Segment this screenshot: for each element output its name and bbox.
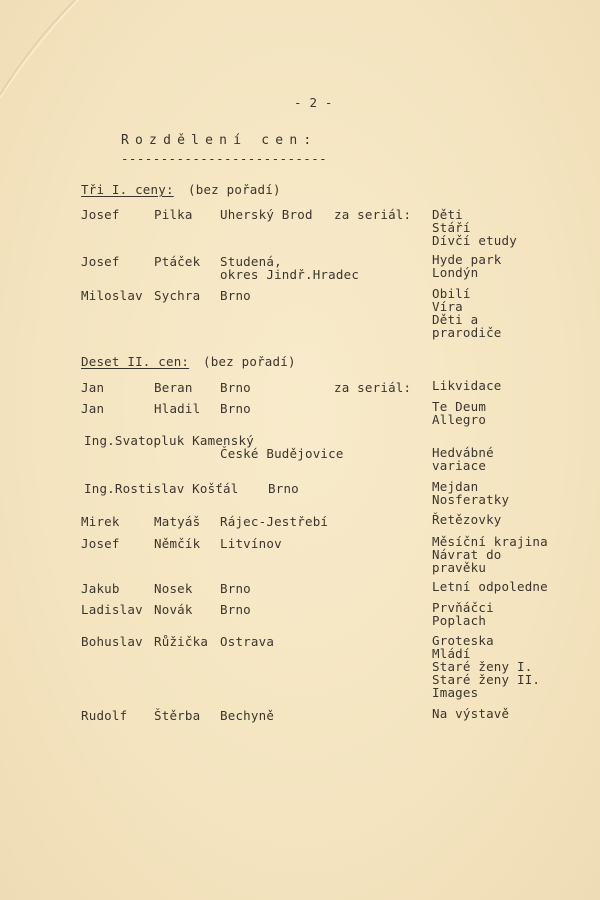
work-title: Te Deum bbox=[432, 399, 487, 414]
prize-first-name: Josef bbox=[81, 254, 120, 269]
section2-title: Deset II. cen: bbox=[81, 354, 190, 369]
work-title: Na výstavě bbox=[432, 706, 510, 721]
section1-note: (bez pořadí) bbox=[188, 182, 281, 197]
prize-first-name: Jakub bbox=[81, 581, 120, 596]
prize-last-name: Pilka bbox=[154, 207, 193, 222]
prize-place: Brno bbox=[220, 602, 251, 617]
prize-last-name: Růžička bbox=[154, 634, 209, 649]
prize-place: Rájec-Jestřebí bbox=[220, 514, 329, 529]
serial-label: za seriál: bbox=[334, 380, 412, 395]
work-title: Poplach bbox=[432, 613, 487, 628]
work-title: Letní odpoledne bbox=[432, 579, 548, 594]
prize-place: Bechyně bbox=[220, 708, 275, 723]
prize-last-name: Matyáš bbox=[154, 514, 201, 529]
work-title: Nosferatky bbox=[432, 492, 510, 507]
prize-last-name: Ptáček bbox=[154, 254, 201, 269]
work-title: Stáří bbox=[432, 220, 471, 235]
prize-last-name: Hladil bbox=[154, 401, 201, 416]
prize-place: Uherský Brod bbox=[220, 207, 313, 222]
work-title: Děti bbox=[432, 207, 463, 222]
prize-place: Litvínov bbox=[220, 536, 282, 551]
work-title: Mejdan bbox=[432, 479, 479, 494]
prize-place: Brno bbox=[220, 288, 251, 303]
prize-last-name: Sychra bbox=[154, 288, 201, 303]
prize-last-name: Němčík bbox=[154, 536, 201, 551]
prize-last-name: Nosek bbox=[154, 581, 193, 596]
section1-title: Tři I. ceny: bbox=[81, 182, 174, 197]
page-number: - 2 - bbox=[294, 95, 333, 110]
prize-place: Brno bbox=[220, 401, 251, 416]
prize-place: Brno bbox=[220, 581, 251, 596]
prize-first-name: Ladislav bbox=[81, 602, 143, 617]
prize-place: České Budějovice bbox=[220, 446, 344, 461]
prize-first-name: Jan bbox=[81, 401, 105, 416]
work-title: Allegro bbox=[432, 412, 487, 427]
prize-place: Ostrava bbox=[220, 634, 275, 649]
work-title: Images bbox=[432, 685, 479, 700]
prize-first-name: Rudolf bbox=[81, 708, 128, 723]
work-title: Děti a bbox=[432, 312, 479, 327]
prize-full-name: Ing.Rostislav Košťál bbox=[84, 481, 239, 496]
prize-first-name: Bohuslav bbox=[81, 634, 143, 649]
prize-place-detail: okres Jindř.Hradec bbox=[220, 267, 360, 282]
prize-first-name: Mirek bbox=[81, 514, 120, 529]
work-title: Staré ženy II. bbox=[432, 672, 541, 687]
prize-first-name: Josef bbox=[81, 536, 120, 551]
work-title: Likvidace bbox=[432, 378, 502, 393]
work-title: prarodiče bbox=[432, 325, 502, 340]
work-title: Obilí bbox=[432, 286, 471, 301]
work-title: Víra bbox=[432, 299, 463, 314]
work-title: Hyde park bbox=[432, 252, 502, 267]
work-title: Návrat do bbox=[432, 547, 502, 562]
heading-rule: -------------------------- bbox=[121, 151, 328, 166]
work-title: Londýn bbox=[432, 265, 479, 280]
prize-place: Brno bbox=[268, 481, 299, 496]
page-title: Rozdělení cen: bbox=[121, 133, 318, 148]
prize-first-name: Jan bbox=[81, 380, 105, 395]
work-title: Groteska bbox=[432, 633, 494, 648]
work-title: Řetězovky bbox=[432, 512, 502, 527]
prize-place: Studená, bbox=[220, 254, 282, 269]
prize-full-name: Ing.Svatopluk Kamenský bbox=[84, 433, 254, 448]
section2-note: (bez pořadí) bbox=[203, 354, 296, 369]
prize-first-name: Josef bbox=[81, 207, 120, 222]
work-title: Staré ženy I. bbox=[432, 659, 533, 674]
work-title: pravěku bbox=[432, 560, 487, 575]
prize-last-name: Beran bbox=[154, 380, 193, 395]
work-title: Měsíční krajina bbox=[432, 534, 548, 549]
prize-last-name: Štěrba bbox=[154, 708, 201, 723]
work-title: Mládí bbox=[432, 646, 471, 661]
prize-last-name: Novák bbox=[154, 602, 193, 617]
work-title: Hedvábné bbox=[432, 445, 494, 460]
serial-label: za seriál: bbox=[334, 207, 412, 222]
prize-place: Brno bbox=[220, 380, 251, 395]
work-title: Prvňáčci bbox=[432, 600, 494, 615]
work-title: Dívčí etudy bbox=[432, 233, 517, 248]
work-title: variace bbox=[432, 458, 487, 473]
prize-first-name: Miloslav bbox=[81, 288, 143, 303]
